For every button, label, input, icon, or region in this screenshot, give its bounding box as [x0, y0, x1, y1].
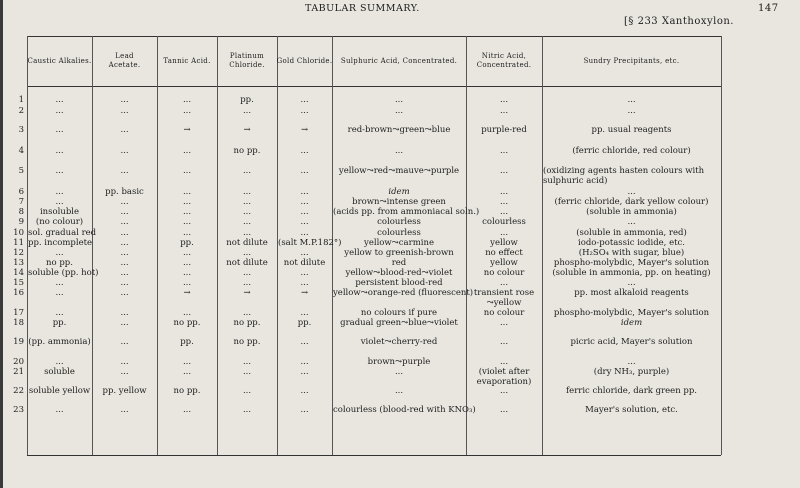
- row-number: 10: [13, 228, 24, 238]
- table-cell: ...: [182, 106, 192, 116]
- table-cell: →: [243, 125, 251, 135]
- column-header: [542, 38, 721, 84]
- table-cell: ...: [300, 278, 309, 288]
- table-cell: gradual green⤳blue⤳violet: [340, 318, 458, 328]
- table-cell: ...: [120, 228, 129, 238]
- table-cell: ...: [499, 405, 509, 415]
- table-cell: ...: [394, 367, 404, 377]
- row-number: 21: [13, 367, 24, 377]
- table-cell: ...: [55, 405, 64, 415]
- table-cell: ...: [182, 268, 192, 278]
- table-cell: ...: [120, 197, 129, 207]
- table-cell: red: [391, 258, 407, 268]
- table-cell: ...: [300, 95, 309, 105]
- table-cell: ...: [120, 238, 129, 248]
- table-cell: ...: [120, 125, 129, 135]
- table-cell: ...: [182, 405, 192, 415]
- column-header: [27, 38, 92, 84]
- table-cell: ...: [394, 106, 404, 116]
- table-cell: ...: [300, 197, 309, 207]
- column-header-label: Platinum Chloride.: [229, 52, 265, 69]
- table-cell: idem: [388, 187, 410, 197]
- table-cell: (dry NH₃, purple): [593, 367, 670, 377]
- table-cell: not dilute: [226, 258, 268, 268]
- table-cell: ...: [242, 386, 252, 396]
- column-header-label: Lead Acetate.: [108, 52, 141, 69]
- table-cell: ...: [120, 258, 129, 268]
- table-cell: ...: [182, 367, 192, 377]
- table-cell: pp.: [297, 318, 312, 328]
- table-cell: ...: [55, 125, 64, 135]
- table-cell: colourless: [377, 228, 421, 238]
- table-cell: no colour: [483, 268, 525, 278]
- table-cell: ...: [55, 288, 64, 298]
- table-cell: ...: [242, 217, 252, 227]
- table-cell: ...: [55, 95, 64, 105]
- table-cell: ...: [242, 106, 252, 116]
- table-cell: ...: [55, 106, 64, 116]
- running-title: TABULAR SUMMARY.: [305, 3, 420, 14]
- table-cell: colourless: [482, 217, 526, 227]
- table-cell: ...: [300, 337, 309, 347]
- table-cell: (acids pp. from ammoniacal soln.): [333, 207, 480, 217]
- table-cell: ...: [55, 146, 64, 156]
- table-cell: iodo-potassic iodide, etc.: [578, 238, 685, 248]
- table-cell: ...: [120, 288, 129, 298]
- column-header-label: Sundry Precipitants, etc.: [583, 56, 680, 65]
- table-cell: ...: [627, 106, 636, 116]
- table-top-rule: [27, 36, 721, 37]
- column-header-label: Tannic Acid.: [163, 56, 211, 65]
- table-cell: ...: [300, 248, 309, 258]
- table-cell: ...: [242, 187, 252, 197]
- table-cell: no colour: [483, 308, 525, 318]
- row-number: 18: [13, 318, 24, 328]
- row-number: 9: [18, 217, 24, 227]
- table-cell: ...: [120, 367, 129, 377]
- table-cell: (oxidizing agents hasten colours with sulphuric acid): [543, 166, 705, 186]
- table-cell: no pp.: [173, 318, 201, 328]
- table-cell: not dilute: [226, 238, 268, 248]
- table-cell: no pp.: [233, 318, 261, 328]
- table-cell: no colours if pure: [360, 308, 438, 318]
- table-cell: red-brown⤳green⤳blue: [347, 125, 451, 135]
- header-bottom-rule: [27, 86, 721, 87]
- row-number: 3: [18, 125, 24, 135]
- table-cell: ...: [55, 278, 64, 288]
- table-cell: no pp.: [233, 337, 261, 347]
- table-cell: ...: [499, 337, 509, 347]
- table-cell: ...: [242, 405, 252, 415]
- table-bottom-rule: [27, 455, 721, 456]
- table-cell: idem: [620, 318, 643, 328]
- table-cell: ...: [242, 248, 252, 258]
- table-cell: ...: [120, 318, 129, 328]
- table-cell: ...: [120, 217, 129, 227]
- table-cell: ...: [55, 187, 64, 197]
- column-header: [92, 38, 157, 84]
- table-cell: transient rose ⤳yellow: [473, 288, 535, 308]
- table-cell: ...: [300, 207, 309, 217]
- table-cell: ...: [627, 187, 636, 197]
- table-cell: ...: [55, 166, 64, 176]
- row-number: 20: [13, 357, 24, 367]
- table-cell: ...: [55, 308, 64, 318]
- table-cell: ...: [120, 357, 129, 367]
- table-cell: →: [300, 125, 309, 135]
- row-number: 19: [13, 337, 24, 347]
- table-cell: ...: [242, 308, 252, 318]
- table-cell: ...: [300, 357, 309, 367]
- page-edge-shadow: [0, 0, 3, 488]
- table-cell: soluble yellow: [28, 386, 91, 396]
- table-cell: ...: [120, 308, 129, 318]
- table-cell: violet⤳cherry-red: [360, 337, 438, 347]
- table-cell: ...: [394, 95, 404, 105]
- table-cell: ...: [242, 207, 252, 217]
- table-cell: ...: [182, 197, 192, 207]
- table-cell: pp. incomplete: [28, 238, 93, 248]
- table-cell: (ferric chloride, red colour): [572, 146, 691, 156]
- table-cell: colourless: [377, 217, 421, 227]
- row-number: 7: [18, 197, 24, 207]
- table-cell: ...: [182, 248, 192, 258]
- table-cell: ...: [182, 166, 192, 176]
- column-header: [466, 38, 542, 84]
- table-cell: (pp. ammonia): [28, 337, 91, 347]
- row-number: 16: [13, 288, 24, 298]
- table-cell: ...: [120, 278, 129, 288]
- row-number: 6: [18, 187, 24, 197]
- row-number: 11: [13, 238, 24, 248]
- table-cell: ...: [242, 357, 252, 367]
- table-cell: ...: [55, 248, 64, 258]
- table-cell: ...: [499, 386, 509, 396]
- table-cell: ...: [120, 166, 129, 176]
- table-cell: pp. yellow: [102, 386, 147, 396]
- table-cell: pp.: [240, 95, 254, 105]
- table-cell: ...: [120, 106, 129, 116]
- table-cell: no pp.: [173, 386, 201, 396]
- table-cell: (soluble in ammonia): [586, 207, 677, 217]
- table-cell: no pp.: [46, 258, 73, 268]
- table-cell: ...: [627, 357, 636, 367]
- table-cell: yellow⤳orange-red (fluorescent): [333, 288, 474, 298]
- table-cell: ...: [120, 337, 129, 347]
- table-cell: sol. gradual red: [28, 228, 97, 238]
- table-cell: Mayer's solution, etc.: [585, 405, 678, 415]
- table-cell: →: [183, 125, 191, 135]
- row-number: 22: [13, 386, 24, 396]
- table-cell: (ferric chloride, dark yellow colour): [554, 197, 709, 207]
- table-cell: ferric chloride, dark green pp.: [566, 386, 697, 396]
- table-cell: yellow to greenish-brown: [344, 248, 454, 258]
- table-cell: ...: [182, 187, 192, 197]
- table-cell: soluble (pp. hot): [28, 268, 99, 278]
- table-cell: pp. usual reagents: [591, 125, 672, 135]
- table-cell: ...: [499, 278, 509, 288]
- table-cell: pp.: [180, 337, 194, 347]
- row-number: 14: [13, 268, 24, 278]
- row-number: 12: [13, 248, 24, 258]
- table-cell: persistent blood-red: [355, 278, 443, 288]
- table-cell: yellow: [490, 238, 518, 248]
- table-cell: ...: [300, 308, 309, 318]
- table-cell: yellow⤳red⤳mauve⤳purple: [338, 166, 460, 176]
- table-cell: pp.: [52, 318, 67, 328]
- column-header-label: Caustic Alkalies.: [27, 56, 92, 65]
- table-cell: phospho-molybdic, Mayer's solution: [553, 258, 710, 268]
- row-number: 13: [13, 258, 24, 268]
- table-cell: ...: [242, 278, 252, 288]
- table-cell: ...: [242, 166, 252, 176]
- table-cell: insoluble: [39, 207, 80, 217]
- table-cell: →: [183, 288, 191, 298]
- table-cell: ...: [182, 258, 192, 268]
- table-cell: ...: [182, 146, 192, 156]
- table-cell: ...: [120, 268, 129, 278]
- section-reference: [§ 233 Xanthoxylon.: [624, 16, 734, 27]
- table-cell: ...: [627, 217, 636, 227]
- column-header: [157, 38, 217, 84]
- table-cell: pp. most alkaloid reagents: [574, 288, 689, 298]
- table-cell: soluble: [44, 367, 75, 377]
- column-header: [277, 38, 332, 84]
- column-divider: [721, 36, 722, 455]
- table-cell: ...: [120, 146, 129, 156]
- table-cell: ...: [499, 146, 509, 156]
- table-cell: pp.: [180, 238, 194, 248]
- table-cell: ...: [394, 386, 404, 396]
- table-cell: ...: [55, 197, 64, 207]
- table-cell: ...: [120, 248, 129, 258]
- table-cell: ...: [242, 197, 252, 207]
- table-cell: ...: [55, 357, 64, 367]
- table-cell: no effect: [485, 248, 523, 258]
- table-cell: ...: [300, 166, 309, 176]
- table-cell: →: [300, 288, 309, 298]
- column-header-label: Nitric Acid, Concentrated.: [476, 52, 532, 69]
- table-cell: yellow⤳carmine: [364, 238, 434, 248]
- table-cell: ...: [300, 146, 309, 156]
- table-cell: ...: [300, 106, 309, 116]
- table-cell: ...: [499, 207, 509, 217]
- table-cell: ...: [627, 278, 636, 288]
- table-cell: yellow: [490, 258, 518, 268]
- row-number: 8: [18, 207, 24, 217]
- row-number: 5: [18, 166, 24, 176]
- row-number: 23: [13, 405, 24, 415]
- table-cell: ...: [182, 278, 192, 288]
- table-cell: ...: [120, 95, 129, 105]
- table-cell: ...: [300, 386, 309, 396]
- table-cell: →: [243, 288, 251, 298]
- table-cell: (violet after evaporation): [476, 367, 532, 387]
- table-cell: ...: [182, 308, 192, 318]
- table-cell: ...: [242, 367, 252, 377]
- table-cell: ...: [499, 228, 509, 238]
- table-cell: brown⤳intense green: [352, 197, 446, 207]
- table-cell: ...: [242, 268, 252, 278]
- table-cell: ...: [499, 95, 509, 105]
- table-cell: ...: [300, 228, 309, 238]
- table-cell: (no colour): [35, 217, 84, 227]
- row-number: 15: [13, 278, 24, 288]
- column-header-label: Sulphuric Acid, Concentrated.: [340, 56, 458, 65]
- table-cell: pp. basic: [105, 187, 144, 197]
- table-cell: (soluble in ammonia, pp. on heating): [552, 268, 711, 278]
- column-header-label: Gold Chloride.: [276, 56, 333, 65]
- table-cell: no pp.: [233, 146, 261, 156]
- row-number: 1: [18, 95, 24, 105]
- row-number: 17: [13, 308, 24, 318]
- table-cell: yellow⤳blood-red⤳violet: [345, 268, 453, 278]
- table-cell: ...: [300, 367, 309, 377]
- row-number: 2: [18, 106, 24, 116]
- table-cell: ...: [120, 405, 129, 415]
- table-cell: (soluble in ammonia, red): [576, 228, 687, 238]
- table-cell: ...: [182, 207, 192, 217]
- table-cell: ...: [300, 187, 309, 197]
- table-cell: ...: [499, 106, 509, 116]
- table-cell: picric acid, Mayer's solution: [570, 337, 693, 347]
- table-cell: phospho-molybdic, Mayer's solution: [553, 308, 710, 318]
- table-cell: ...: [300, 405, 309, 415]
- table-cell: (salt M.P.182°): [278, 238, 342, 248]
- table-cell: ...: [242, 228, 252, 238]
- table-cell: (H₂SO₄ with sugar, blue): [578, 248, 685, 258]
- table-cell: ...: [120, 207, 129, 217]
- page-number: 147: [758, 3, 779, 14]
- table-cell: ...: [499, 166, 509, 176]
- table-cell: ...: [182, 217, 192, 227]
- table-cell: ...: [300, 268, 309, 278]
- column-header: [217, 38, 277, 84]
- table-cell: ...: [499, 357, 509, 367]
- row-number: 4: [18, 146, 24, 156]
- table-cell: ...: [499, 318, 509, 328]
- table-cell: brown⤳purple: [367, 357, 431, 367]
- table-cell: ...: [499, 197, 509, 207]
- table-cell: not dilute: [283, 258, 326, 268]
- table-cell: purple-red: [481, 125, 527, 135]
- column-header: [332, 38, 466, 84]
- table-cell: ...: [182, 228, 192, 238]
- table-cell: ...: [300, 217, 309, 227]
- table-cell: ...: [627, 95, 636, 105]
- table-cell: colourless (blood-red with KNO₃): [333, 405, 476, 415]
- table-cell: ...: [182, 357, 192, 367]
- table-cell: ...: [499, 187, 509, 197]
- table-cell: ...: [182, 95, 192, 105]
- table-cell: ...: [394, 146, 404, 156]
